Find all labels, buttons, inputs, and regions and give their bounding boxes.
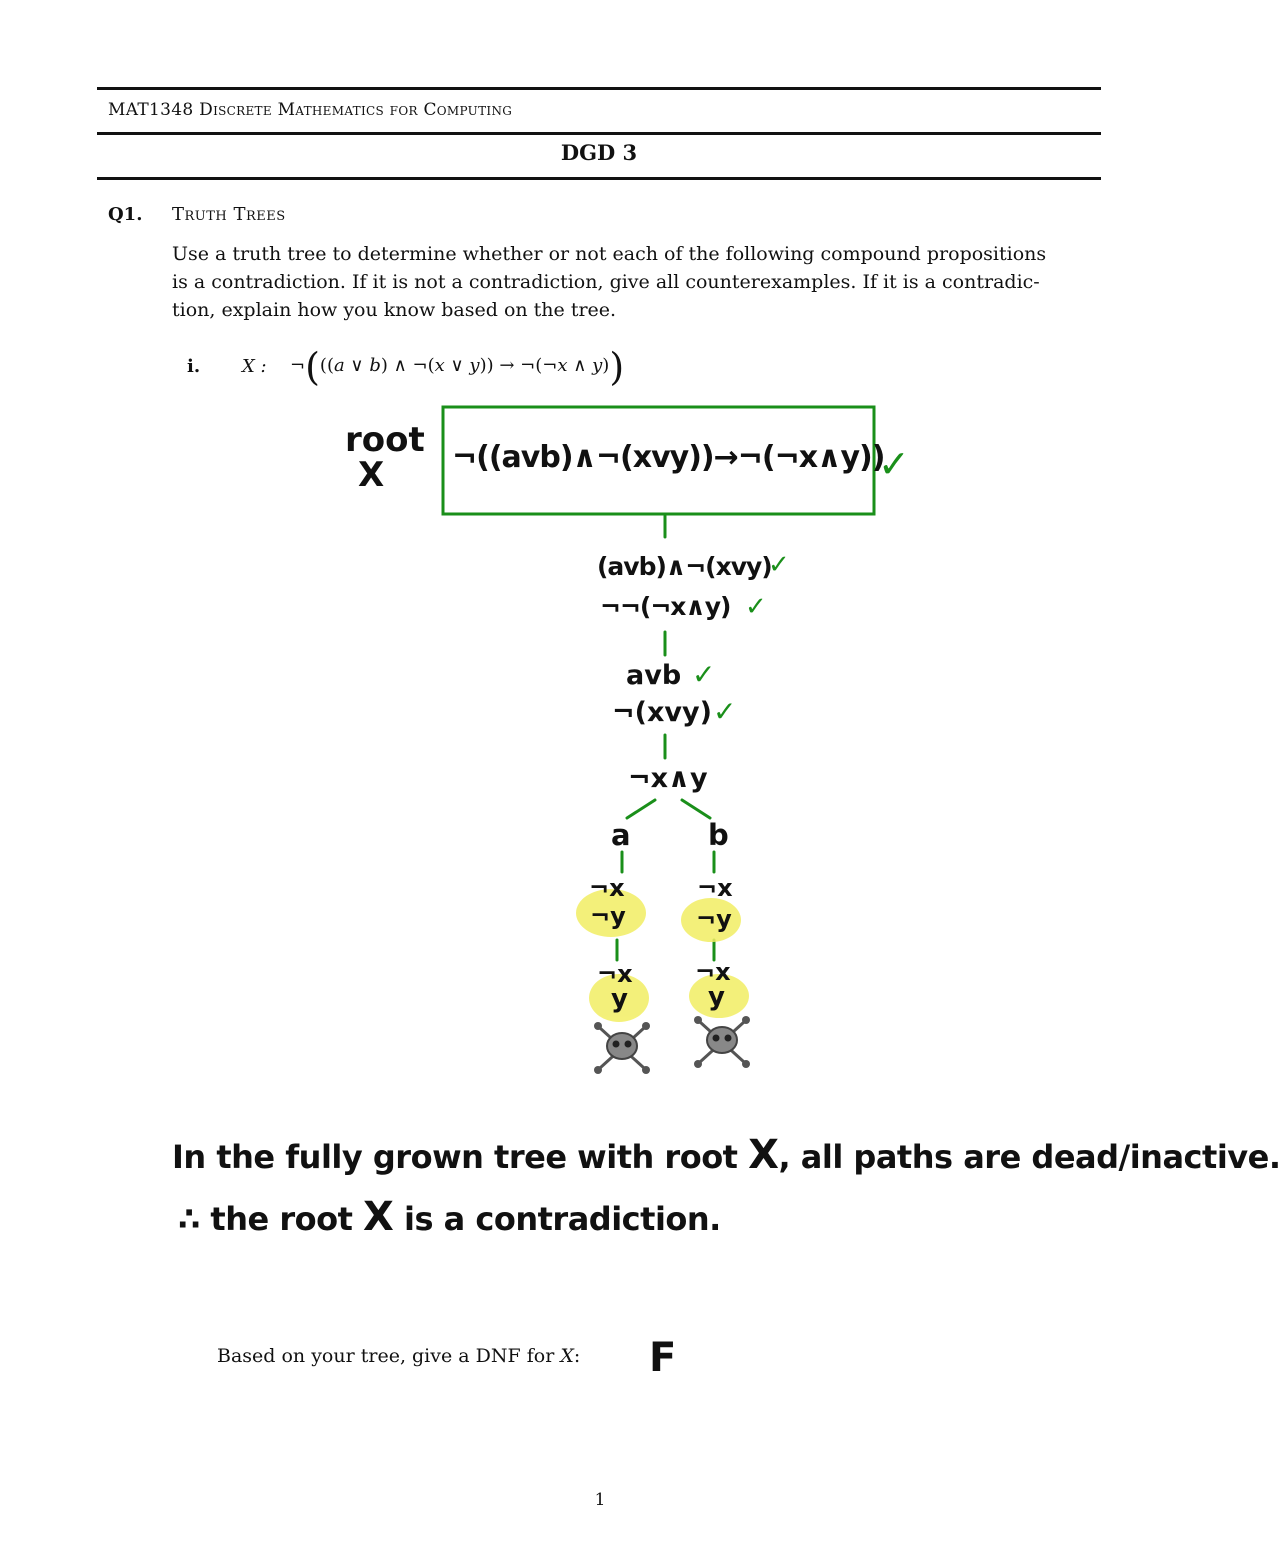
- conclusion-variable: X: [363, 1194, 394, 1240]
- skull-crossbones-icon: [594, 1022, 650, 1074]
- conclusion-variable: X: [748, 1132, 779, 1178]
- left-y: y: [611, 984, 628, 1014]
- right-negx-1: ¬x: [697, 874, 733, 902]
- dnf-prompt: [217, 1345, 580, 1367]
- conclusion-text: is a contradiction.: [404, 1200, 721, 1238]
- conclusion-line-2: [178, 1194, 721, 1240]
- root-variable-label: X: [358, 455, 385, 495]
- node-double-negation: ¬¬(¬x∧y): [600, 592, 731, 621]
- branch-right-b: b: [708, 818, 729, 852]
- check-icon: ✓: [878, 442, 910, 486]
- instruction-line: is a contradiction. If it is not a contradiction, give all counterexamples. If it is a contradic-: [172, 271, 1040, 293]
- right-negy: ¬y: [696, 905, 732, 933]
- question-title: Truth Trees: [172, 204, 286, 225]
- dnf-prompt-colon: :: [573, 1345, 581, 1367]
- skull-crossbones-icon: [694, 1016, 750, 1068]
- instruction-line: Use a truth tree to determine whether or not each of the following compound propositions: [172, 243, 1047, 265]
- conclusion-text: In the fully grown tree with root: [172, 1138, 738, 1176]
- left-negx-2: ¬x: [597, 960, 633, 988]
- node-negx-and-y: ¬x∧y: [628, 763, 708, 794]
- dnf-answer: F: [649, 1335, 677, 1381]
- course-title: MAT1348 Discrete Mathematics for Computing: [108, 100, 513, 120]
- therefore-symbol: ∴: [178, 1200, 200, 1238]
- conclusion-line-1: [172, 1132, 1281, 1178]
- node-negated-disjunction: ¬(xvy): [612, 697, 712, 728]
- right-y: y: [708, 982, 725, 1012]
- check-icon: ✓: [692, 658, 716, 691]
- conclusion-text: , all paths are dead/inactive.: [778, 1138, 1281, 1176]
- dnf-prompt-variable: X: [560, 1345, 574, 1367]
- check-icon: ✓: [745, 592, 767, 622]
- item-formula: ¬(((a ∨ b) ∧ ¬(x ∨ y)) → ¬(¬x ∧ y)): [290, 345, 625, 389]
- node-conjunction: (avb)∧¬(xvy): [597, 552, 772, 581]
- dnf-prompt-text: Based on your tree, give a DNF for: [217, 1345, 555, 1367]
- root-label: root: [345, 420, 425, 460]
- check-icon: ✓: [713, 695, 737, 728]
- page-title: DGD 3: [560, 140, 638, 165]
- page-number: 1: [594, 1490, 606, 1510]
- left-negy: ¬y: [590, 902, 626, 930]
- right-negx-2: ¬x: [695, 958, 731, 986]
- left-negx-1: ¬x: [589, 874, 625, 902]
- conclusion-text: the root: [210, 1200, 353, 1238]
- root-formula: ¬((avb)∧¬(xvy))→¬(¬x∧y)): [452, 440, 885, 475]
- item-variable: X :: [242, 356, 267, 377]
- instruction-line: tion, explain how you know based on the tree.: [172, 299, 617, 321]
- check-icon: ✓: [768, 550, 790, 580]
- branch-left-a: a: [611, 818, 631, 852]
- question-number: Q1.: [108, 204, 143, 225]
- item-label: i.: [187, 356, 201, 377]
- node-disjunction-ab: avb: [626, 660, 682, 691]
